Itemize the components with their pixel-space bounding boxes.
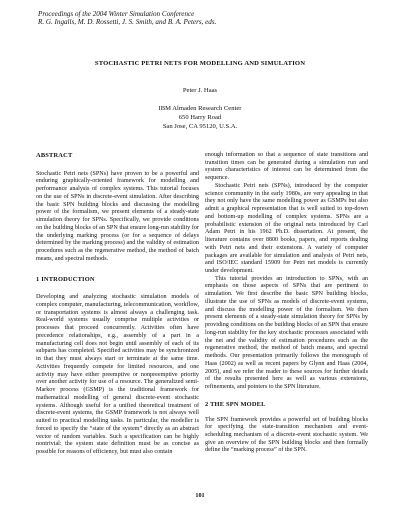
abstract-heading: ABSTRACT [36,152,73,159]
spn-model-heading: 2 THE SPN MODEL [205,400,266,408]
proceedings-title: Proceedings of the 2004 Winter Simulation Conference [38,10,195,18]
abstract-text: Stochastic Petri nets (SPNs) have proven to be a powerful and enduring graphically-oriented framework for modelling and performance analysis of complex systems. This tutorial focuses on the use of SPNs in discrete-event simulation. After describing the basic SPN building blocks and discussing the modelling power of the formalism, we present elements of a steady-state simulation theory for SPNs. Specifically, we provide conditions on the building blocks of an SPN that ensure long-run stability for the underlying marking process (or for a sequence of delays determined by the marking process) and the validity of estimation procedures such as the regenerative method, the method of batch means, and spectral methods. [36,170,199,262]
author-affiliation: IBM Almaden Research Center [158,105,242,112]
introduction-paragraph-3: Stochastic Petri nets (SPNs), introduced by the computer science community in the early 1980s, are very appealing in that they not only have the same modelling power as GSMPs but also admit a graphical representation that is well suited to top-down and bottom-up modelling of complex systems. SPNs are a probabilistic extension of the original nets introduced by Carl Adam Petri in his 1962 Ph.D. dissertation. At present, the literature contains over 8800 books, papers, and reports dealing with Petri nets and their extensions. A variety of computer packages are available for simulation and analysis of Petri nets, and ISO/IEC standard 15909 for Petri net models is currently under development. [205,182,368,275]
author-block [0,86,400,131]
left-column [36,152,199,457]
introduction-paragraph-2: enough information so that a sequence of state transitions and transition times can be generated during a simulation run and system characteristics of interest can be determined from the sequence. [205,152,368,182]
proceedings-editors: R. G. Ingalls, M. D. Rossetti, J. S. Smith, and B. A. Peters, eds. [38,18,217,27]
right-column [205,152,368,455]
introduction-heading: 1 INTRODUCTION [36,275,95,283]
page-number: 101 [195,492,205,499]
proceedings-header [38,10,368,27]
introduction-paragraph-4: This tutorial provides an introduction to SPNs, with an emphasis on those aspects of SPNs that are pertinent to simulation. We first describe the basic SPN building blocks, illustrate the use of SPNs as models of discrete-event systems, and discuss the modelling power of the formalism. We then present elements of a steady-state simulation theory for SPNs by providing conditions on the building blocks of an SPN that ensure long-run stability for the key stochastic processes associated with the net and the validity of estimation procedures such as the regenerative method, the method of batch means, and spectral methods. Our presentation primarily follows the monograph of Haas (2002) as well as recent papers by Glynn and Haas (2004, 2005), and we refer the reader to these sources for further details of the results presented here as well as various extensions, refinements, and pointers to the SPN literature. [205,275,368,391]
introduction-paragraph-1: Developing and analyzing stochastic simulation models of complex computer, manufacturing, telecommunication, workflow, or transportation systems is almost always a challenging task. Real-world systems usually comprise multiple activities or processes that proceed concurrently. Activities often have precedence relationships, e.g., assembly of a part in a manufacturing cell does not begin until assembly of each of its subparts has completed. Specified activities may be synchronized in that they must always start or terminate at the same time. Activities frequently compete for limited resources, and one activity may have either preemptive or nonpreemptive priority over another activity for use of a resource. The generalized semi-Markov process (GSMP) is the traditional framework for mathematical modelling of general discrete-event stochastic systems. Although useful for a unified theoretical treatment of discrete-event systems, the GSMP framework is not always well suited to practical modelling tasks. In particular, the modeller is forced to specify the “state of the system” directly as an abstract vector of random variables. Such a specification can be highly nontrivial: the system state definition must be as concise as possible for reasons of efficiency, but must also contain [36,294,199,455]
paper-title: STOCHASTIC PETRI NETS FOR MODELLING AND SIMULATION [94,60,306,67]
spn-model-paragraph-1: The SPN framework provides a powerful set of building blocks for specifying the state-transition mechanism and event-scheduling mechanism of a discrete-event stochastic system. We give an overview of the SPN building blocks and then formally define the “marking process” of the SPN. [205,416,368,454]
author-street: 650 Harry Road [178,114,222,121]
author-city: San Jose, CA 95120, U.S.A. [162,123,238,130]
author-name: Peter J. Haas [182,87,218,94]
